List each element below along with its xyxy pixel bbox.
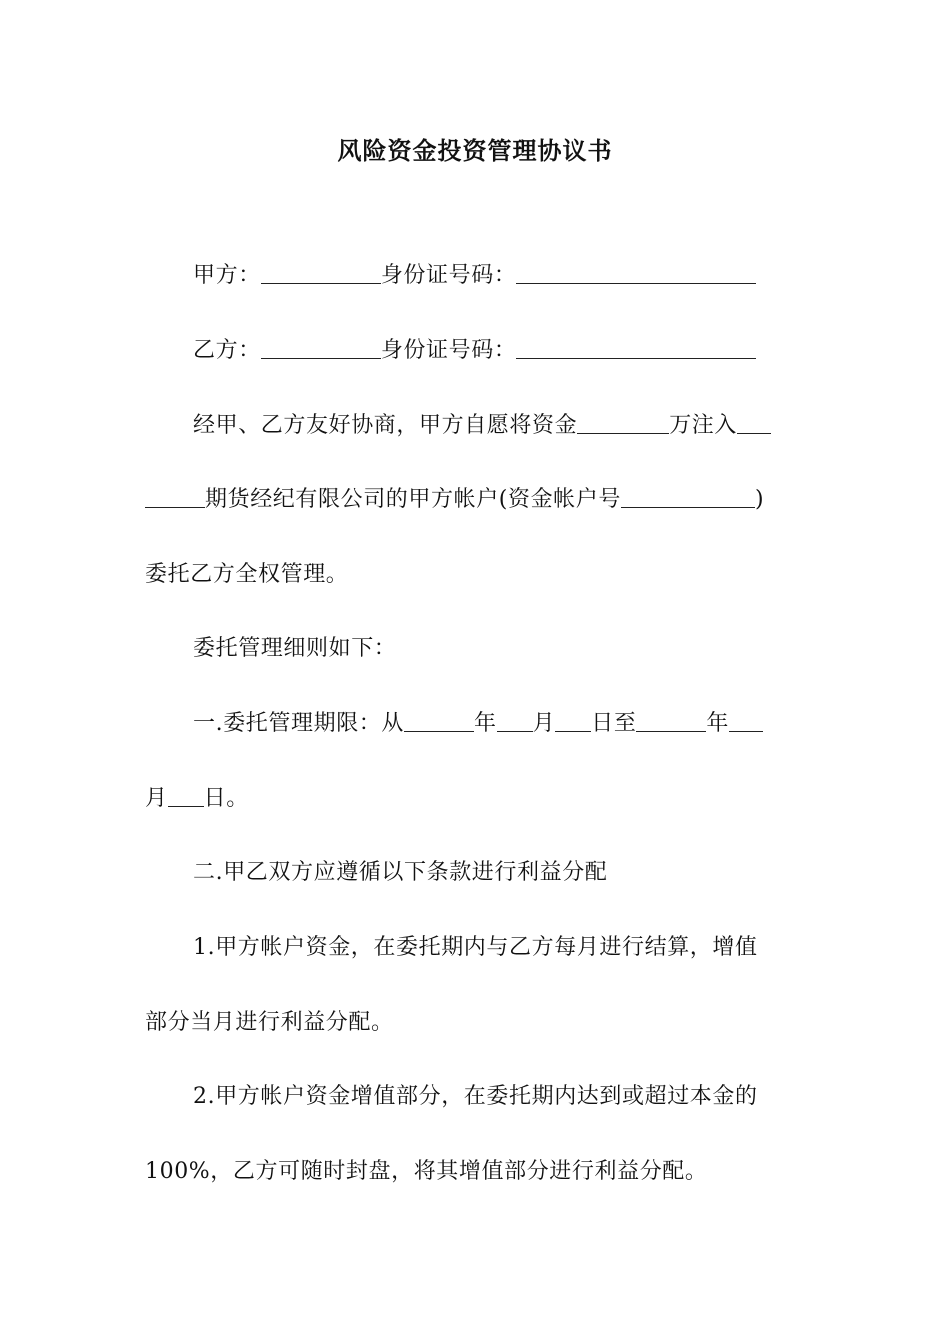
item1-month: 月 <box>532 711 556 736</box>
item1-day-to: 日至 <box>591 711 637 736</box>
party-b-name-blank[interactable] <box>261 334 381 359</box>
party-a-id-blank[interactable] <box>516 259 756 284</box>
item1-year: 年 <box>474 711 497 736</box>
clause-1-line-2: 部分当月进行利益分配。 <box>145 1010 394 1035</box>
item-1-line-2 <box>145 781 815 817</box>
party-a-name-blank[interactable] <box>261 259 381 284</box>
end-day-blank[interactable] <box>168 782 204 807</box>
clause-1-line-1: 1.甲方帐户资金，在委托期内与乙方每月进行结算，增值 <box>193 935 758 960</box>
paragraph-1-line-1 <box>193 408 815 444</box>
account-number-blank[interactable] <box>621 483 755 508</box>
end-year-blank[interactable] <box>636 707 706 732</box>
party-a-line <box>193 258 815 294</box>
para1-text-d: ) <box>754 487 765 512</box>
clause-2-line-2: 100%，乙方可随时封盘，将其增值部分进行利益分配。 <box>145 1159 708 1184</box>
start-month-blank[interactable] <box>497 707 533 732</box>
start-day-blank[interactable] <box>555 707 591 732</box>
para1-text-c: 期货经纪有限公司的甲方帐户(资金帐户号 <box>205 487 621 512</box>
para1-text-b: 万注入 <box>669 413 738 438</box>
clause-2-line-1: 2.甲方帐户资金增值部分，在委托期内达到或超过本金的 <box>193 1084 758 1109</box>
party-b-line <box>193 333 815 369</box>
company-blank-part-2[interactable] <box>145 483 205 508</box>
paragraph-1-line-2 <box>145 482 815 518</box>
party-b-label: 乙方： <box>193 338 261 363</box>
start-year-blank[interactable] <box>404 707 474 732</box>
item-1-line-1 <box>193 706 815 742</box>
end-month-blank[interactable] <box>729 707 763 732</box>
party-a-label: 甲方： <box>193 263 261 288</box>
party-b-id-label: 身份证号码： <box>380 338 517 363</box>
item1-day-end: 日。 <box>203 786 249 811</box>
paragraph-1-line-3: 委托乙方全权管理。 <box>145 562 349 587</box>
item1-text-a: 一.委托管理期限：从 <box>193 711 404 736</box>
item1-year2: 年 <box>706 711 730 736</box>
item-2-heading: 二.甲乙双方应遵循以下条款进行利益分配 <box>193 860 608 885</box>
party-b-id-blank[interactable] <box>516 334 756 359</box>
item1-month2: 月 <box>145 786 168 811</box>
details-intro: 委托管理细则如下： <box>193 636 397 661</box>
party-a-id-label: 身份证号码： <box>380 263 517 288</box>
para1-text-a: 经甲、乙方友好协商，甲方自愿将资金 <box>193 413 578 438</box>
amount-blank[interactable] <box>577 409 669 434</box>
document-title: 风险资金投资管理协议书 <box>337 136 613 165</box>
company-blank-part-1[interactable] <box>737 409 771 434</box>
